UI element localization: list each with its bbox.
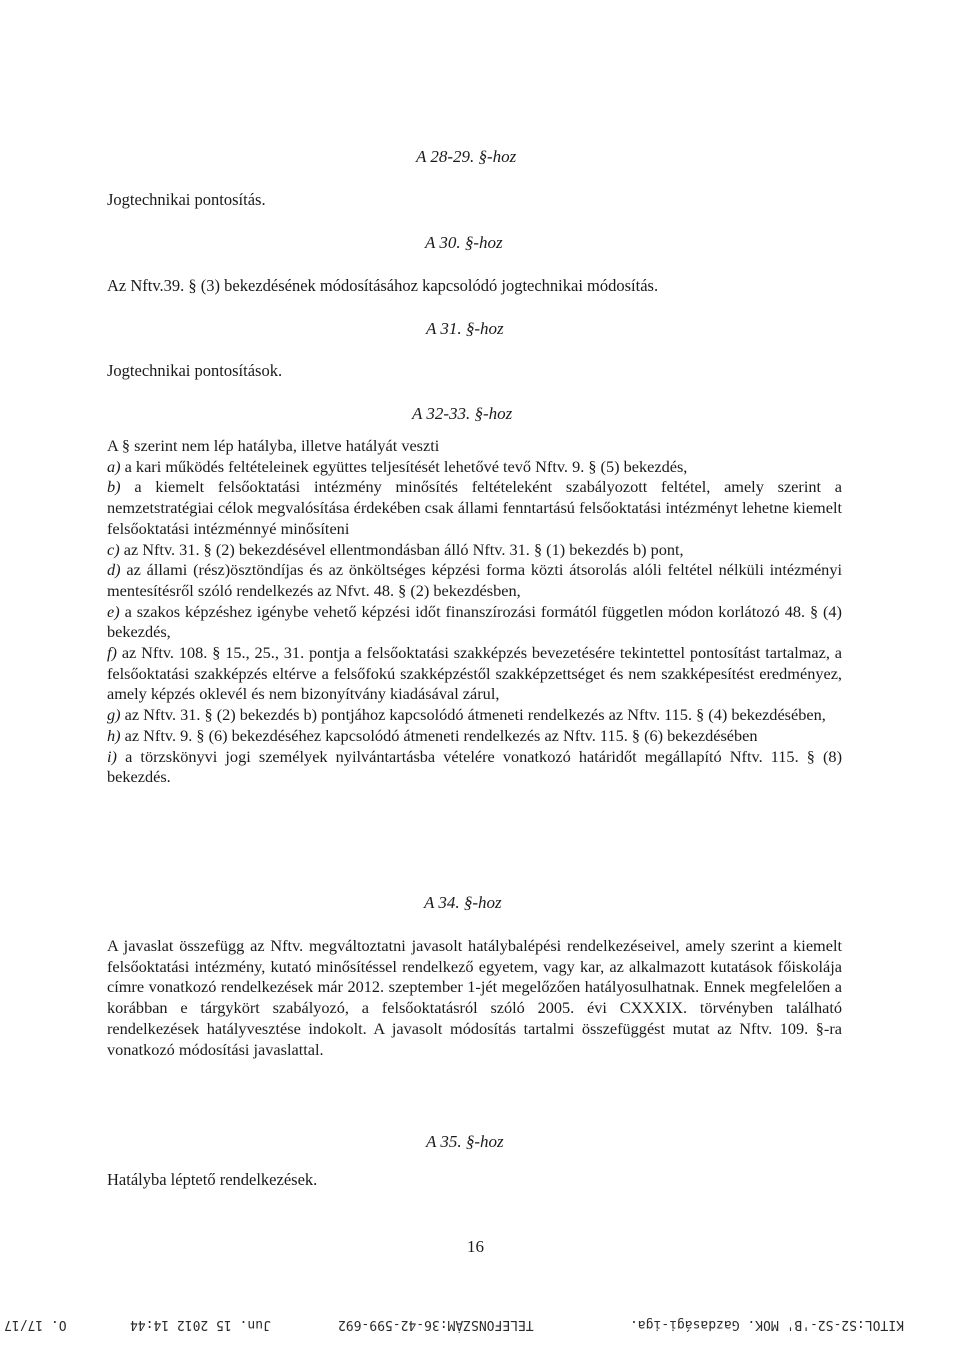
list-item-label: g) [107,705,121,725]
list-item-text: az Nftv. 108. § 15., 25., 31. pontja a felsőoktatási szakképzés bevezetésére tekintettel pontosítást tartalmaz, a felsőoktatási szakképzés eltérve a felsőfokú szakképzéstől szakképzettséget és nem szakképesítést eredményez, amely képzés oklevél és nem bizonyítvány kiadásával zárul, [107,643,842,704]
list-item-text: az állami (rész)ösztöndíjas és az önköltséges képzési forma közti átsorolás alóli feltétel nélküli intézményi mentesítésről szóló rendelkezés az Nfvt. 48. § (2) bekezdésben, [107,560,842,600]
list-item-label: b) [107,477,121,497]
list-item-text: a kiemelt felsőoktatási intézmény minősítés feltételeként szabályozott feltétel, amely szerint a nemzetstratégiai célok megvalósítása érdekében csak állami fenntartású felsőoktatási intézményt lehetne kiemelt felsőoktatási intézménnyé minősíteni [107,477,842,538]
list-item-label: a) [107,456,121,476]
list-item [107,602,842,643]
list-item-label: i) [107,746,117,766]
section-heading-30: A 30. §-hoz [425,233,503,252]
list-item-label: f) [107,643,117,663]
list-item-label: c) [107,539,120,559]
item-list [107,457,842,788]
fax-header-id: KITOL:S2-S2-'B' MOK. Gazdasági-iga. [630,1317,904,1332]
list-item [107,705,842,726]
list-item [107,477,842,539]
list-item-text: a szakos képzéshez igénybe vehető képzési időt finanszírozási formától független módon korlátozó 48. § (4) bekezdés, [107,601,842,642]
section-intro-32-33: A § szerint nem lép hatályba, illetve hatályát veszti [107,436,440,455]
section-heading-35: A 35. §-hoz [426,1132,504,1151]
list-item [107,457,842,478]
list-item-text: az Nftv. 31. § (2) bekezdés b) pontjához kapcsolódó átmeneti rendelkezés az Nftv. 115. § (4) bekezdésében, [124,705,826,725]
section-text-34 [107,936,842,1060]
list-item-text: a kari működés feltételeinek együttes teljesítését lehetővé tevő Nftv. 9. § (5) bekezdés, [124,456,688,476]
paragraph-34: A javaslat összefügg az Nftv. megváltoztatni javasolt hatálybalépési rendelkezéseivel, amely szerint a kiemelt felsőoktatási intézmény, kutató minősítéssel rendelkező egyetem, vagy kar, az alkalmazott kutatások főiskolája címre vonatkozó rendelkezések már 2012. szeptember 1-jét megelőzően hatályosulhatnak. Ennek megfelelően a korábban e tárgykört szabályozó, a felsőoktatásról szóló 2005. évi CXXXIX. törvényben található rendelkezések hatályvesztése indokolt. A javasolt módosítás tartalmi összefüggést mutat az Nftv. 109. §-ra vonatkozó módosítási javaslattal. [107,936,842,1059]
list-item-text: az Nftv. 9. § (6) bekezdéséhez kapcsolódó átmeneti rendelkezés az Nftv. 115. § (6) bekezdésében [124,725,758,745]
section-heading-31: A 31. §-hoz [426,319,504,338]
section-body-32-33 [107,436,842,788]
section-text-30: Az Nftv.39. § (3) bekezdésének módosításához kapcsolódó jogtechnikai módosítás. [107,276,659,295]
section-heading-32-33: A 32-33. §-hoz [412,404,513,423]
list-item-label: d) [107,560,121,580]
section-text-28-29: Jogtechnikai pontosítás. [107,190,266,209]
section-text-35: Hatályba léptető rendelkezések. [107,1170,318,1189]
section-heading-28-29: A 28-29. §-hoz [416,147,517,166]
list-item [107,747,842,788]
section-heading-34: A 34. §-hoz [424,893,502,912]
page-number: 16 [467,1237,484,1256]
list-item-label: e) [107,601,120,621]
list-item [107,643,842,705]
list-item [107,726,842,747]
list-item [107,540,842,561]
list-item-text: az Nftv. 31. § (2) bekezdésével ellentmondásban álló Nftv. 31. § (1) bekezdés b) pont, [123,539,684,559]
fax-header-phone: TELEFONSZÁM:36-42-599-692 [338,1317,534,1332]
list-item [107,560,842,601]
list-item-label: h) [107,725,121,745]
fax-header-page: O. 17/17 [4,1317,67,1332]
list-item-text: a törzskönyvi jogi személyek nyilvántartásba vételére vonatkozó határidőt megállapító Nftv. 115. § (8) bekezdés. [107,746,842,787]
fax-header-date: Jun. 15 2012 14:44 [130,1317,271,1332]
section-text-31: Jogtechnikai pontosítások. [107,361,283,380]
